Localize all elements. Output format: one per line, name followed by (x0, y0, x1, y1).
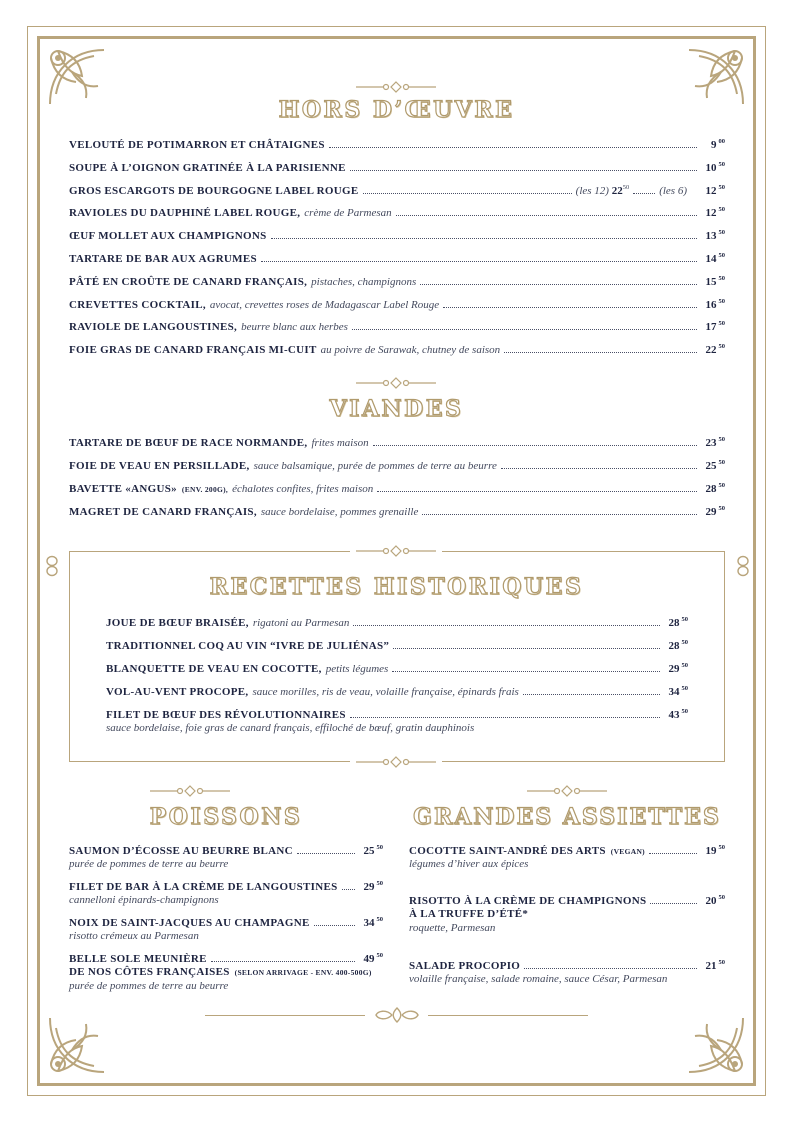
menu-item-description: roquette, Parmesan (409, 922, 496, 934)
menu-item-description: frites maison (311, 437, 369, 449)
menu-item-name: BELLE SOLE MEUNIÈRE (69, 953, 207, 965)
menu-item-name: FILET DE BAR À LA CRÈME DE LANGOUSTINES (69, 881, 338, 893)
menu-item-row-continued (69, 966, 372, 978)
dot-leader (393, 648, 660, 649)
section-title-grandes-assiettes: GRANDES ASSIETTES (413, 804, 721, 830)
menu-item-name: ŒUF MOLLET AUX CHAMPIGNONS (69, 230, 267, 243)
dot-leader (314, 925, 355, 926)
divider-ornament-icon (356, 756, 436, 768)
menu-item-name: DE NOS CÔTES FRANÇAISES (69, 966, 230, 978)
menu-item-row (69, 184, 725, 197)
menu-item-price: 43 $^{50}$ (668, 708, 688, 721)
menu-item-row (69, 952, 383, 965)
menu-item-name: SOUPE À L’OIGNON GRATINÉE À LA PARISIENNE (69, 161, 346, 174)
menu-item-row (69, 880, 383, 893)
menu-item-name: COCOTTE SAINT-ANDRÉ DES ARTS (409, 845, 606, 857)
menu-item-price: 29 $^{50}$ (668, 662, 688, 675)
dot-leader (422, 514, 697, 515)
menu-item-description: purée de pommes de terre au beurre (69, 980, 229, 992)
menu-item-name: PÂTÉ EN CROÛTE DE CANARD FRANÇAIS, (69, 275, 308, 288)
section-title-hors-doeuvre: HORS D’ŒUVRE (278, 97, 515, 123)
menu-item-description: rigatoni au Parmesan (252, 617, 350, 629)
menu-item-name: BLANQUETTE DE VEAU EN COCOTTE, (106, 663, 322, 675)
menu-item-price: 9 $^{00}$ (711, 138, 725, 151)
menu-item-row (69, 298, 725, 311)
menu-item-row (69, 161, 725, 174)
menu-item-row (106, 616, 688, 629)
menu-item-row (69, 320, 725, 333)
menu-item-price: 16 $^{50}$ (705, 297, 725, 311)
menu-item-description: sauce bordelaise, pommes grenaille (260, 506, 419, 518)
menu-item-name: MAGRET DE CANARD FRANÇAIS, (69, 506, 257, 518)
bottom-rule-left (205, 1015, 365, 1016)
bottom-ornament-icon (372, 1005, 422, 1025)
bottom-rule-right (428, 1015, 588, 1016)
menu-item-row (69, 436, 725, 449)
menu-item-price: 13 $^{50}$ (705, 229, 725, 243)
menu-item-name: SAUMON D’ÉCOSSE AU BEURRE BLANC (69, 845, 293, 857)
dot-leader (650, 903, 697, 904)
menu-item-name: VOL-AU-VENT PROCOPE, (106, 686, 249, 698)
menu-item-name: JOUE DE BŒUF BRAISÉE, (106, 617, 249, 629)
menu-item-row (69, 229, 725, 242)
section-title-viandes: VIANDES (329, 396, 464, 422)
menu-item-description: légumes d’hiver aux épices (409, 858, 529, 870)
dot-leader (501, 468, 697, 469)
menu-item-description: purée de pommes de terre au beurre (69, 858, 229, 870)
menu-item-row (69, 206, 725, 219)
menu-item-price: 23 $^{50}$ (705, 436, 725, 449)
menu-item-row-continued (409, 908, 528, 920)
menu-item-note: (ENV. 200G), (181, 485, 229, 494)
dot-leader (271, 238, 697, 239)
menu-item-row (69, 343, 725, 356)
menu-item-price: 10 $^{50}$ (705, 160, 725, 174)
menu-item-description: échalotes confites, frites maison (232, 483, 374, 495)
menu-item-price: 28 $^{50}$ (668, 616, 688, 629)
divider-ornament-icon (150, 785, 230, 797)
menu-item-price: 21 $^{50}$ (705, 959, 725, 972)
dot-leader (342, 889, 355, 890)
menu-item-name: FOIE DE VEAU EN PERSILLADE, (69, 460, 250, 472)
menu-item-row (69, 505, 725, 518)
menu-item-description: sauce bordelaise, foie gras de canard français, effiloché de bœuf, gratin dauphinois (106, 722, 475, 734)
menu-item-price: 25 $^{50}$ (363, 844, 383, 857)
menu-item-row (69, 252, 725, 265)
menu-item-description: pistaches, champignons (311, 275, 417, 288)
menu-item-row (409, 894, 725, 907)
menu-item-row (409, 844, 725, 857)
dot-leader (377, 491, 697, 492)
dot-leader (350, 170, 697, 171)
corner-ornament-icon (42, 1010, 112, 1080)
menu-item-price: 34 $^{50}$ (668, 685, 688, 698)
dot-leader (297, 853, 355, 854)
menu-item-price: 17 $^{50}$ (705, 320, 725, 334)
menu-item-price: 19 $^{50}$ (705, 844, 725, 857)
divider-ornament-icon (527, 785, 607, 797)
dot-leader (261, 261, 697, 262)
dot-leader (504, 352, 697, 353)
menu-item-price: 14 $^{50}$ (705, 252, 725, 265)
menu-item-name: RISOTTO À LA CRÈME DE CHAMPIGNONS (409, 895, 647, 907)
menu-item-description: au poivre de Sarawak, chutney de saison (320, 344, 501, 357)
menu-item-price: 28 $^{50}$ (668, 639, 688, 652)
divider-ornament-icon (356, 81, 436, 93)
menu-item-price: 22 $^{50}$ (705, 343, 725, 357)
dot-leader (633, 193, 655, 194)
menu-item-price: 12 $^{50}$ (705, 183, 725, 197)
menu-item-note: (VEGAN) (610, 847, 645, 856)
menu-item-price: 20 $^{50}$ (705, 894, 725, 907)
menu-item-alt-price: (les 12) $22^{50}$ (575, 183, 630, 197)
menu-item-row (69, 844, 383, 857)
menu-item-note: (SELON ARRIVAGE - ENV. 400-500G) (234, 968, 372, 977)
menu-item-name: RAVIOLES DU DAUPHINÉ LABEL ROUGE, (69, 207, 301, 220)
menu-item-name: TARTARE DE BŒUF DE RACE NORMANDE, (69, 437, 308, 449)
dot-leader (353, 625, 660, 626)
menu-item-row (69, 916, 383, 929)
menu-item-alt-label: (les 6) (659, 184, 687, 197)
menu-item-name: RAVIOLE DE LANGOUSTINES, (69, 321, 238, 334)
menu-item-name: TRADITIONNEL COQ AU VIN “IVRE DE JULIÉNAS” (106, 640, 390, 652)
dot-leader (211, 961, 355, 962)
menu-item-description: petits légumes (325, 663, 389, 675)
dot-leader (363, 193, 572, 194)
dot-leader (523, 694, 660, 695)
menu-item-row (106, 685, 688, 698)
menu-item-description: volaille française, salade romaine, sauce César, Parmesan (409, 973, 668, 985)
menu-item-price: 29 $^{50}$ (363, 880, 383, 893)
menu-item-price: 12 $^{50}$ (705, 206, 725, 220)
menu-item-name: BAVETTE «ANGUS» (69, 483, 177, 495)
menu-item-name: SALADE PROCOPIO (409, 960, 521, 972)
dot-leader (524, 968, 697, 969)
section-title-recettes-historiques: RECETTES HISTORIQUES (209, 574, 584, 600)
dot-leader (443, 307, 697, 308)
menu-item-price: 15 $^{50}$ (705, 274, 725, 288)
dot-leader (373, 445, 697, 446)
dot-leader (649, 853, 697, 854)
menu-item-row (409, 959, 725, 972)
menu-item-row (69, 275, 725, 288)
menu-item-name: NOIX DE SAINT-JACQUES AU CHAMPAGNE (69, 917, 310, 929)
menu-item-name: CREVETTES COCKTAIL, (69, 298, 206, 311)
menu-item-name: GROS ESCARGOTS DE BOURGOGNE LABEL ROUGE (69, 184, 359, 197)
corner-ornament-icon (681, 1010, 751, 1080)
menu-item-name: À LA TRUFFE D’ÉTÉ* (409, 908, 529, 920)
dot-leader (329, 147, 697, 148)
menu-item-row (69, 482, 725, 495)
menu-item-row (106, 708, 688, 721)
dot-leader (420, 284, 697, 285)
dot-leader (396, 215, 697, 216)
dot-leader (352, 329, 697, 330)
divider-ornament-icon (356, 545, 436, 557)
menu-item-row (69, 459, 725, 472)
menu-item-description: avocat, crevettes roses de Madagascar Label Rouge (209, 298, 440, 311)
menu-item-description: sauce morilles, ris de veau, volaille française, épinards frais (252, 686, 519, 698)
menu-item-name: VELOUTÉ DE POTIMARRON ET CHÂTAIGNES (69, 139, 325, 151)
menu-item-price: 25 $^{50}$ (705, 459, 725, 472)
divider-ornament-icon (356, 377, 436, 389)
menu-item-price: 34 $^{50}$ (363, 916, 383, 929)
menu-item-price: 28 $^{50}$ (705, 482, 725, 495)
menu-item-description: sauce balsamique, purée de pommes de terre au beurre (253, 460, 497, 472)
menu-item-price: 29 $^{50}$ (705, 505, 725, 518)
menu-item-row (69, 138, 725, 151)
menu-item-row (106, 639, 688, 652)
dot-leader (350, 717, 660, 718)
menu-item-row (106, 662, 688, 675)
menu-item-name: FOIE GRAS DE CANARD FRANÇAIS MI-CUIT (69, 344, 317, 357)
menu-item-description: risotto crémeux au Parmesan (69, 930, 199, 942)
section-title-poissons: POISSONS (149, 804, 303, 830)
menu-item-description: crème de Parmesan (304, 207, 392, 220)
menu-item-name: FILET DE BŒUF DES RÉVOLUTIONNAIRES (106, 709, 346, 721)
menu-item-price: 49 $^{50}$ (363, 952, 383, 965)
dot-leader (392, 671, 660, 672)
menu-item-name: TARTARE DE BAR AUX AGRUMES (69, 253, 257, 265)
menu-item-description: beurre blanc aux herbes (241, 321, 348, 334)
menu-item-description: cannelloni épinards-champignons (69, 894, 219, 906)
